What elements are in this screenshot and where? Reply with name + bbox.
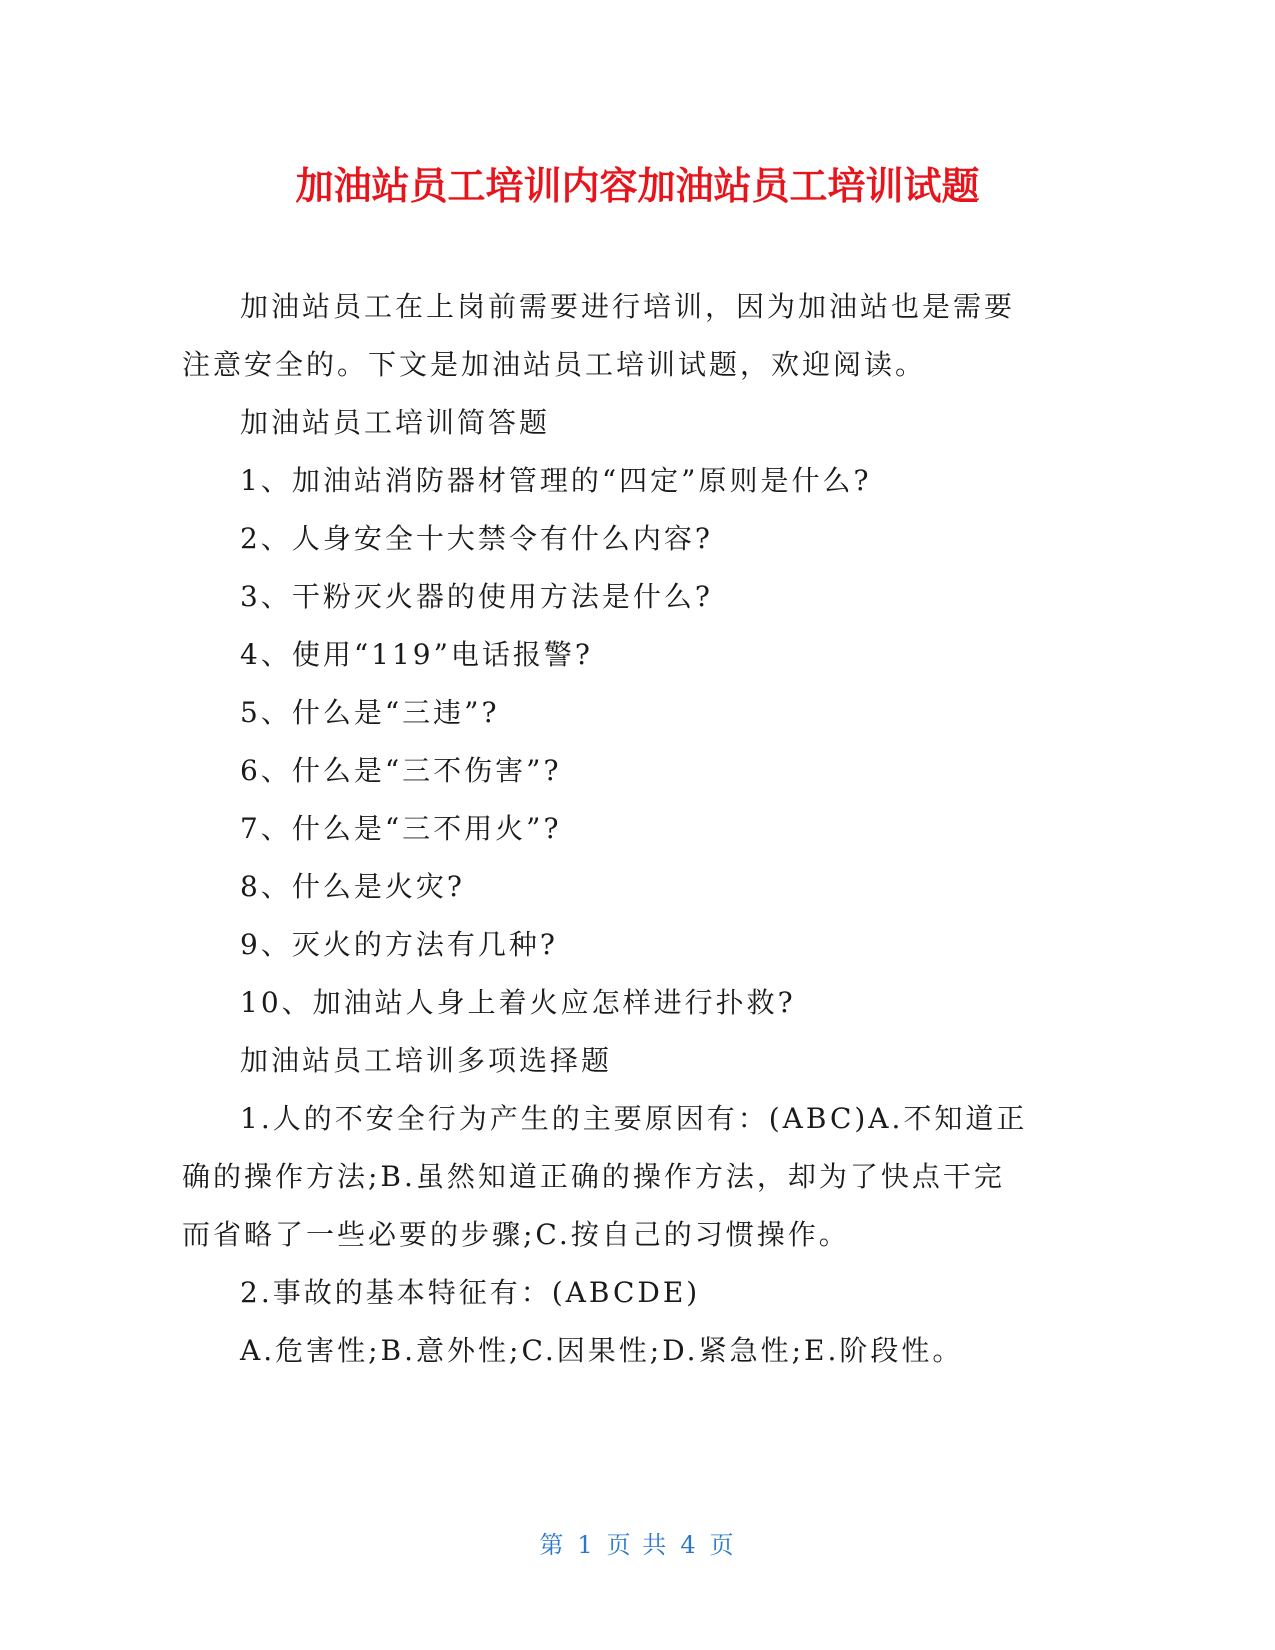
footer-label-end: 页 [709, 1531, 736, 1559]
list-item: 4、使用“119”电话报警? [240, 638, 593, 671]
paragraph: 加油站员工在上岗前需要进行培训，因为加油站也是需要注意安全的。下文是加油站员工培训试题，欢迎阅读。 [182, 290, 1016, 381]
list-item: 1、加油站消防器材管理的“四定”原则是什么? [240, 464, 872, 497]
list-item: 2、人身安全十大禁令有什么内容? [240, 522, 713, 555]
list-item: 5、什么是“三违”? [240, 696, 500, 729]
list-item: 3、干粉灭火器的使用方法是什么? [240, 580, 713, 613]
document-body [182, 278, 1032, 1380]
section-heading: 加油站员工培训简答题 [240, 406, 551, 439]
list-item: 6、什么是“三不伤害”? [240, 754, 562, 787]
list-item: 9、灭火的方法有几种? [240, 928, 558, 961]
section-heading: 加油站员工培训多项选择题 [240, 1044, 613, 1077]
footer-current-page: 1 [577, 1531, 595, 1559]
list-item: 1.人的不安全行为产生的主要原因有：(ABC)A.不知道正确的操作方法;B.虽然知道正确的操作方法，却为了快点干完而省略了一些必要的步骤;C.按自己的习惯操作。 [182, 1102, 1028, 1251]
footer-total-pages: 4 [680, 1531, 698, 1559]
page-footer [0, 1530, 1275, 1560]
list-item: 8、什么是火灾? [240, 870, 465, 903]
list-item: 7、什么是“三不用火”? [240, 812, 562, 845]
document-title: 加油站员工培训内容加油站员工培训试题 [295, 164, 980, 208]
footer-label-of: 页 共 [606, 1531, 669, 1559]
list-item: 10、加油站人身上着火应怎样进行扑救? [240, 986, 796, 1019]
list-item: A.危害性;B.意外性;C.因果性;D.紧急性;E.阶段性。 [240, 1334, 964, 1367]
footer-label-page: 第 [539, 1531, 566, 1559]
list-item: 2.事故的基本特征有：(ABCDE) [240, 1276, 701, 1309]
